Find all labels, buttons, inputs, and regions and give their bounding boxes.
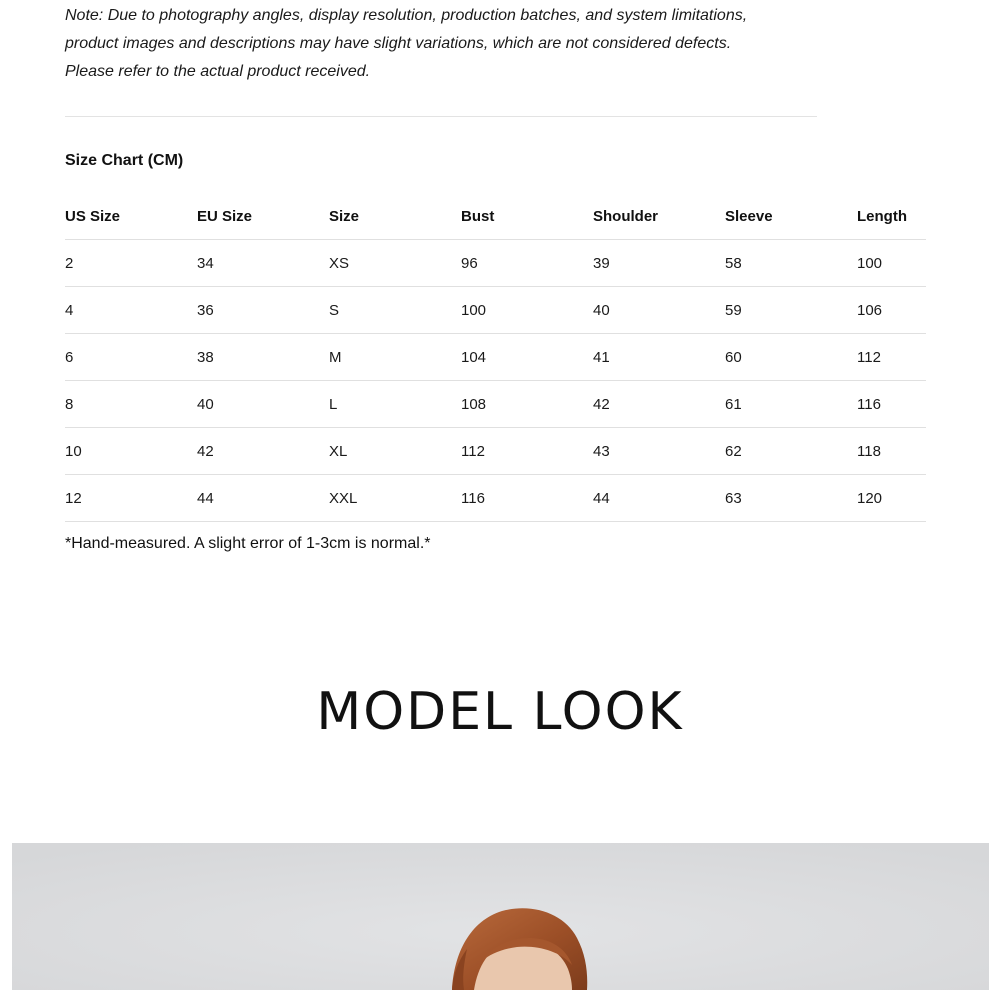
table-row xyxy=(65,240,926,287)
table-cell: 116 xyxy=(857,381,926,428)
table-cell: 42 xyxy=(593,381,725,428)
note-line: Note: Due to photography angles, display resolution, production batches, and system limitations, xyxy=(65,7,748,24)
table-cell: 59 xyxy=(725,287,857,334)
table-cell: 44 xyxy=(197,475,329,522)
table-cell: 44 xyxy=(593,475,725,522)
note-line: product images and descriptions may have slight variations, which are not considered defects. xyxy=(65,35,732,52)
table-cell: XL xyxy=(329,428,461,475)
table-header-row xyxy=(65,193,926,240)
table-cell: S xyxy=(329,287,461,334)
table-cell: 112 xyxy=(461,428,593,475)
table-cell: 116 xyxy=(461,475,593,522)
table-cell: M xyxy=(329,334,461,381)
column-header: US Size xyxy=(65,193,197,240)
table-cell: 63 xyxy=(725,475,857,522)
table-cell: 4 xyxy=(65,287,197,334)
table-cell: 58 xyxy=(725,240,857,287)
column-header: EU Size xyxy=(197,193,329,240)
table-cell: 42 xyxy=(197,428,329,475)
column-header: Bust xyxy=(461,193,593,240)
section-divider xyxy=(65,116,817,117)
table-row xyxy=(65,428,926,475)
table-cell: XXL xyxy=(329,475,461,522)
table-cell: 100 xyxy=(461,287,593,334)
table-cell: 36 xyxy=(197,287,329,334)
table-cell: 41 xyxy=(593,334,725,381)
table-cell: 61 xyxy=(725,381,857,428)
table-cell: 62 xyxy=(725,428,857,475)
size-chart-table xyxy=(65,193,926,522)
table-cell: 38 xyxy=(197,334,329,381)
column-header: Shoulder xyxy=(593,193,725,240)
table-cell: 106 xyxy=(857,287,926,334)
table-cell: 8 xyxy=(65,381,197,428)
model-photo-illustration xyxy=(12,843,989,990)
measurement-footnote: *Hand-measured. A slight error of 1-3cm is normal.* xyxy=(65,535,431,552)
table-cell: 2 xyxy=(65,240,197,287)
table-row xyxy=(65,475,926,522)
table-cell: 60 xyxy=(725,334,857,381)
table-cell: 10 xyxy=(65,428,197,475)
table-cell: 40 xyxy=(593,287,725,334)
table-row xyxy=(65,334,926,381)
table-cell: 108 xyxy=(461,381,593,428)
note-line: Please refer to the actual product received. xyxy=(65,63,371,80)
size-chart-title: Size Chart (CM) xyxy=(65,152,184,169)
table-row xyxy=(65,381,926,428)
table-cell: 40 xyxy=(197,381,329,428)
table-cell: 96 xyxy=(461,240,593,287)
table-cell: XS xyxy=(329,240,461,287)
table-row xyxy=(65,287,926,334)
table-cell: 39 xyxy=(593,240,725,287)
table-cell: 100 xyxy=(857,240,926,287)
table-cell: 118 xyxy=(857,428,926,475)
table-cell: 6 xyxy=(65,334,197,381)
table-cell: 34 xyxy=(197,240,329,287)
column-header: Size xyxy=(329,193,461,240)
table-cell: 104 xyxy=(461,334,593,381)
column-header: Length xyxy=(857,193,926,240)
model-look-heading: MODEL LOOK xyxy=(316,682,684,742)
table-cell: 112 xyxy=(857,334,926,381)
table-cell: 120 xyxy=(857,475,926,522)
table-cell: 12 xyxy=(65,475,197,522)
column-header: Sleeve xyxy=(725,193,857,240)
table-cell: 43 xyxy=(593,428,725,475)
table-cell: L xyxy=(329,381,461,428)
product-disclaimer-note xyxy=(65,2,845,86)
model-photo xyxy=(12,843,989,990)
